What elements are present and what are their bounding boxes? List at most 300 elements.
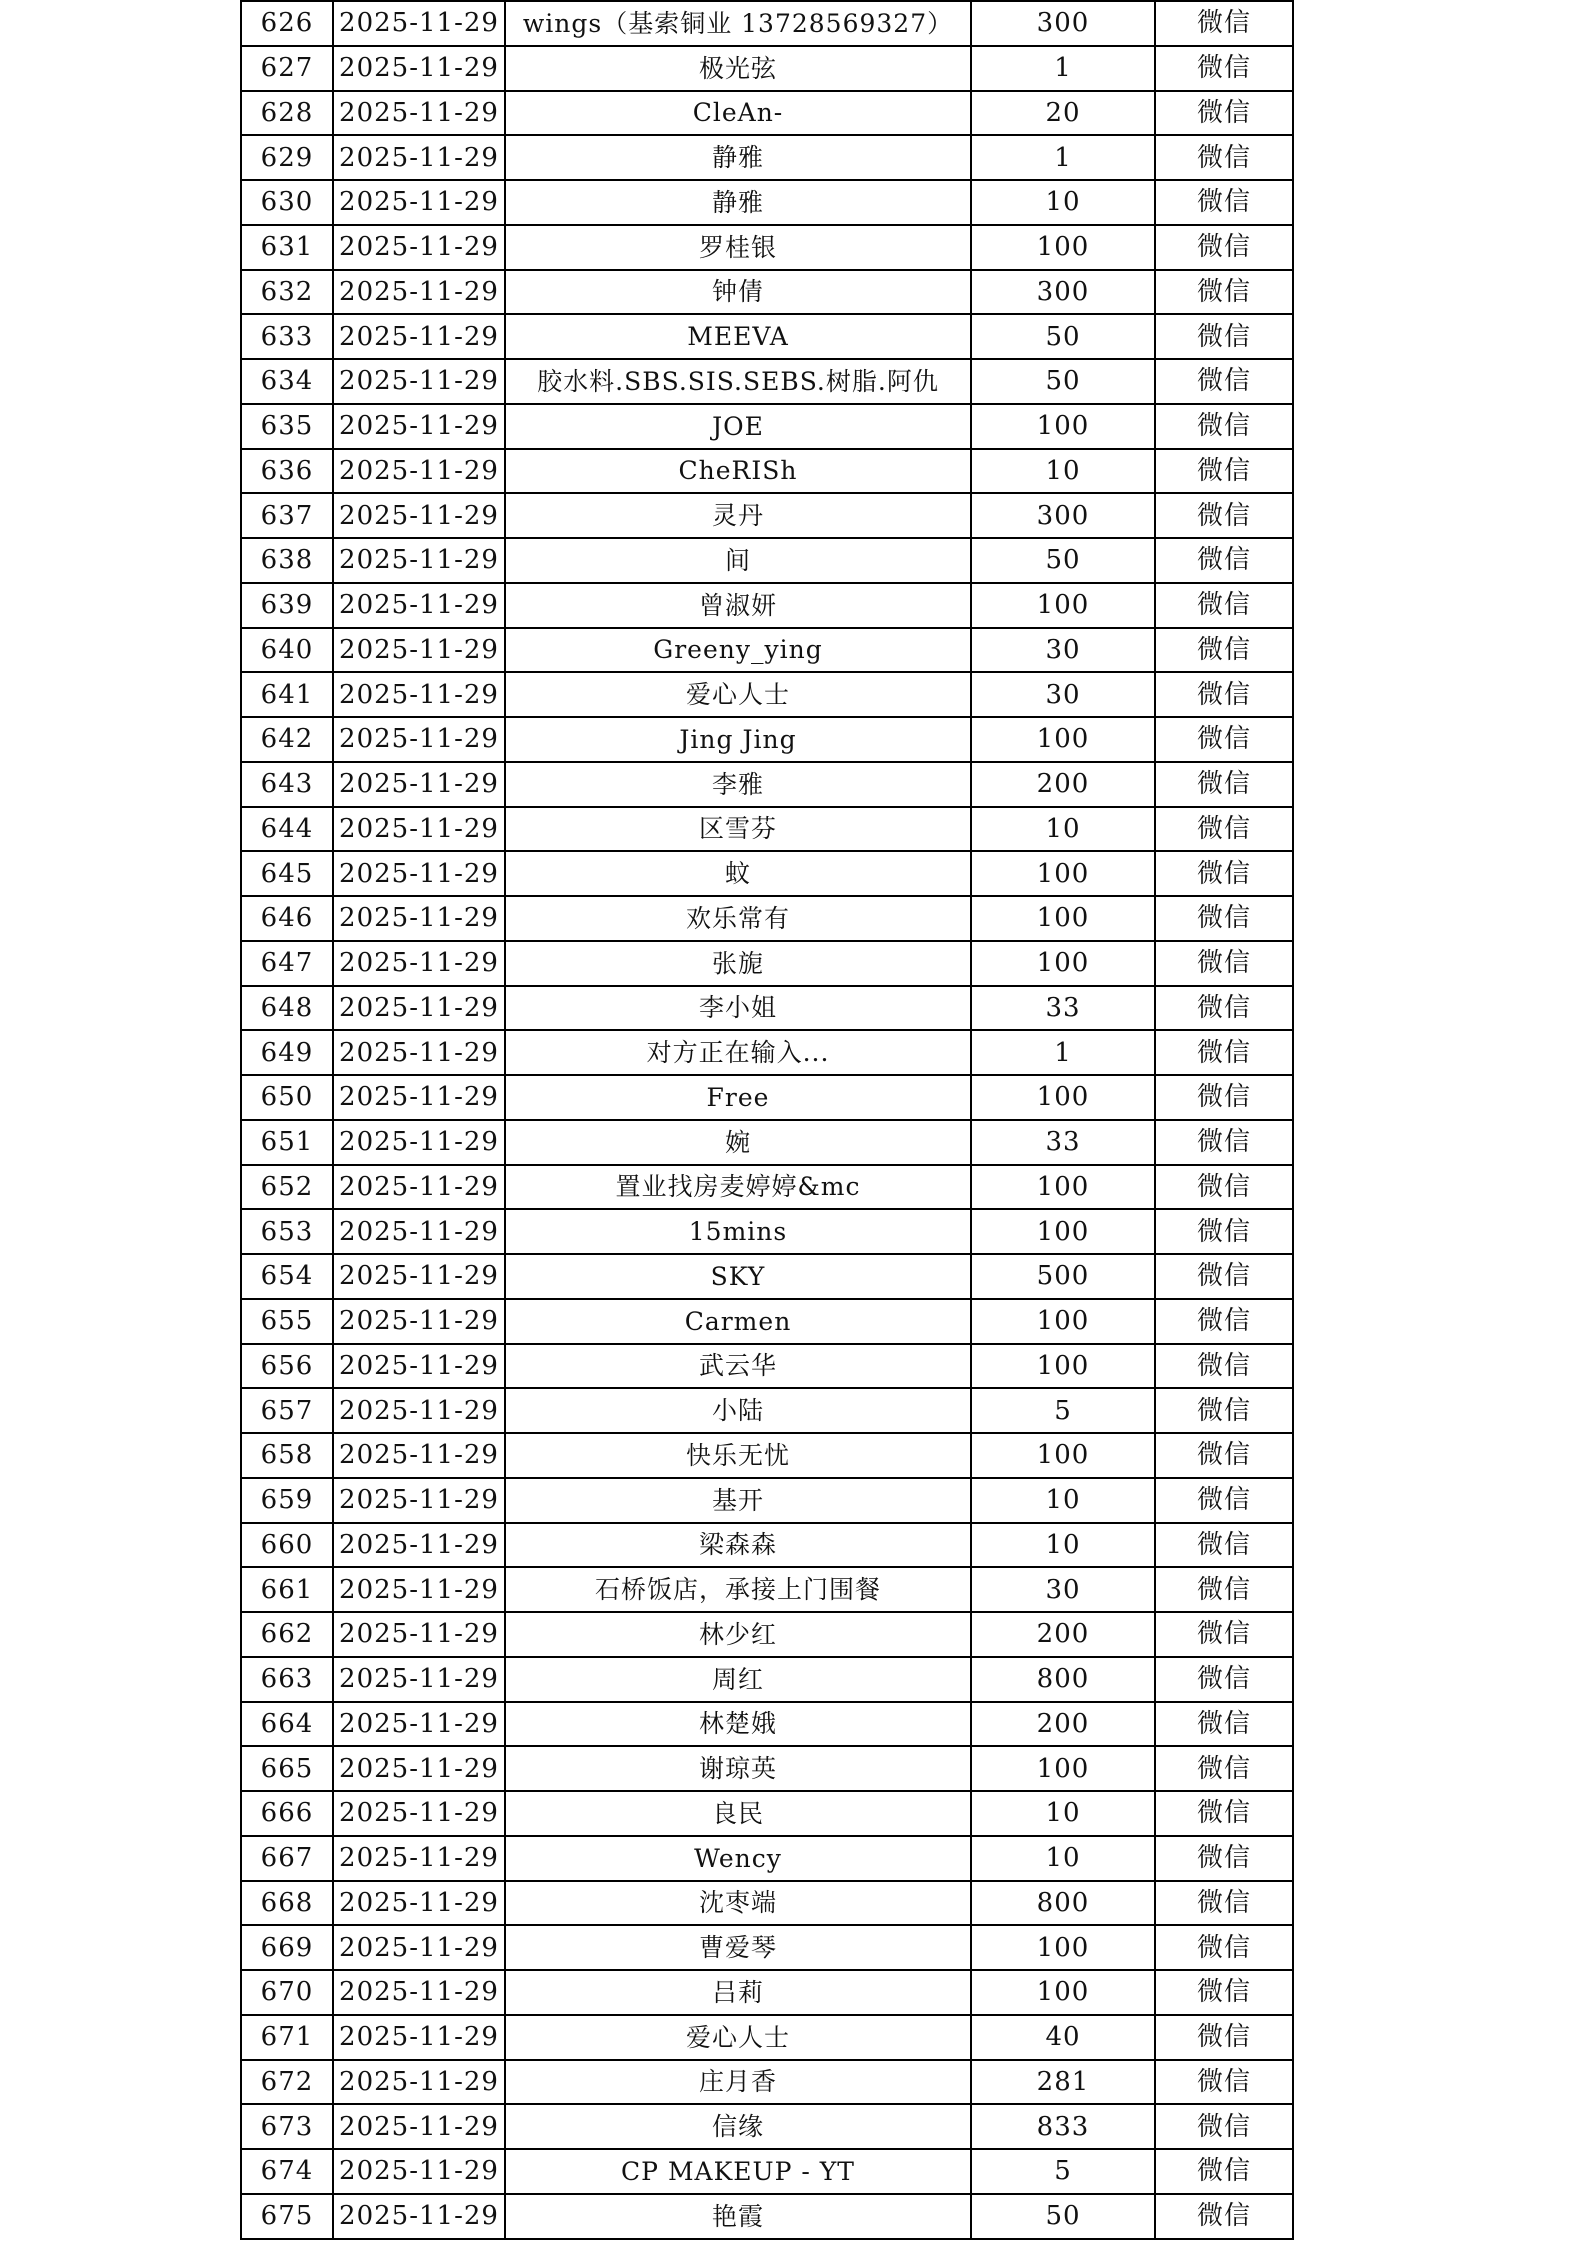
payment-method-cell: 微信 [1155,1567,1293,1612]
entry-number-cell: 650 [241,1075,333,1120]
amount-cell: 200 [971,1612,1155,1657]
amount-cell: 30 [971,672,1155,717]
entry-number-cell: 643 [241,762,333,807]
payment-method-cell: 微信 [1155,270,1293,315]
amount-cell: 100 [971,1299,1155,1344]
entry-date-cell: 2025-11-29 [333,1836,505,1881]
payment-method-cell: 微信 [1155,314,1293,359]
entry-number-cell: 662 [241,1612,333,1657]
entry-date-cell: 2025-11-29 [333,135,505,180]
amount-cell: 10 [971,449,1155,494]
payment-method-cell: 微信 [1155,1075,1293,1120]
payment-method-cell: 微信 [1155,762,1293,807]
entry-number-cell: 646 [241,896,333,941]
amount-cell: 300 [971,493,1155,538]
payment-method-cell: 微信 [1155,1254,1293,1299]
table-row [241,1881,1293,1926]
donor-name-cell: 曹爱琴 [505,1925,971,1970]
table-row [241,1165,1293,1210]
payment-method-cell: 微信 [1155,941,1293,986]
payment-method-cell: 微信 [1155,1791,1293,1836]
table-row [241,1,1293,46]
donor-name-cell: SKY [505,1254,971,1299]
amount-cell: 10 [971,1836,1155,1881]
entry-number-cell: 670 [241,1970,333,2015]
entry-date-cell: 2025-11-29 [333,762,505,807]
donor-name-cell: 静雅 [505,180,971,225]
amount-cell: 30 [971,628,1155,673]
payment-method-cell: 微信 [1155,46,1293,91]
table-row [241,1299,1293,1344]
payment-method-cell: 微信 [1155,493,1293,538]
donor-name-cell: wings（基索铜业 13728569327） [505,1,971,46]
table-row [241,2149,1293,2194]
entry-date-cell: 2025-11-29 [333,1344,505,1389]
donor-name-cell: 李小姐 [505,986,971,1031]
table-row [241,135,1293,180]
payment-method-cell: 微信 [1155,1165,1293,1210]
entry-date-cell: 2025-11-29 [333,2015,505,2060]
table-row [241,851,1293,896]
table-row [241,896,1293,941]
entry-date-cell: 2025-11-29 [333,2060,505,2105]
table-row [241,1612,1293,1657]
entry-number-cell: 641 [241,672,333,717]
entry-number-cell: 659 [241,1478,333,1523]
donor-name-cell: 蚊 [505,851,971,896]
amount-cell: 1 [971,135,1155,180]
table-row [241,314,1293,359]
amount-cell: 30 [971,1567,1155,1612]
entry-date-cell: 2025-11-29 [333,986,505,1031]
table-row [241,1388,1293,1433]
amount-cell: 100 [971,1746,1155,1791]
entry-date-cell: 2025-11-29 [333,896,505,941]
entry-number-cell: 629 [241,135,333,180]
entry-number-cell: 652 [241,1165,333,1210]
amount-cell: 800 [971,1881,1155,1926]
table-row [241,2015,1293,2060]
entry-number-cell: 655 [241,1299,333,1344]
entry-date-cell: 2025-11-29 [333,1,505,46]
amount-cell: 800 [971,1657,1155,1702]
table-row [241,1344,1293,1389]
entry-date-cell: 2025-11-29 [333,1433,505,1478]
payment-method-cell: 微信 [1155,1836,1293,1881]
donor-name-cell: JOE [505,404,971,449]
entry-date-cell: 2025-11-29 [333,180,505,225]
entry-date-cell: 2025-11-29 [333,46,505,91]
entry-number-cell: 649 [241,1030,333,1075]
amount-cell: 100 [971,1433,1155,1478]
amount-cell: 200 [971,1702,1155,1747]
entry-date-cell: 2025-11-29 [333,1791,505,1836]
table-row [241,628,1293,673]
payment-method-cell: 微信 [1155,2060,1293,2105]
entry-number-cell: 642 [241,717,333,762]
donor-name-cell: 快乐无忧 [505,1433,971,1478]
amount-cell: 100 [971,225,1155,270]
entry-date-cell: 2025-11-29 [333,941,505,986]
entry-date-cell: 2025-11-29 [333,1254,505,1299]
table-row [241,2104,1293,2149]
payment-method-cell: 微信 [1155,2149,1293,2194]
table-row [241,46,1293,91]
entry-number-cell: 675 [241,2194,333,2239]
donor-name-cell: MEEVA [505,314,971,359]
donor-name-cell: CheRISh [505,449,971,494]
amount-cell: 5 [971,1388,1155,1433]
table-row [241,1433,1293,1478]
entry-number-cell: 631 [241,225,333,270]
payment-method-cell: 微信 [1155,404,1293,449]
entry-date-cell: 2025-11-29 [333,1567,505,1612]
table-row [241,1746,1293,1791]
payment-method-cell: 微信 [1155,1433,1293,1478]
entry-date-cell: 2025-11-29 [333,225,505,270]
entry-number-cell: 654 [241,1254,333,1299]
entry-number-cell: 628 [241,91,333,136]
table-row [241,538,1293,583]
amount-cell: 833 [971,2104,1155,2149]
amount-cell: 10 [971,807,1155,852]
table-row [241,762,1293,807]
entry-date-cell: 2025-11-29 [333,1075,505,1120]
table-row [241,359,1293,404]
payment-method-cell: 微信 [1155,896,1293,941]
amount-cell: 100 [971,717,1155,762]
payment-method-cell: 微信 [1155,180,1293,225]
entry-date-cell: 2025-11-29 [333,270,505,315]
amount-cell: 100 [971,1970,1155,2015]
entry-date-cell: 2025-11-29 [333,583,505,628]
amount-cell: 50 [971,359,1155,404]
donor-name-cell: 对方正在输入... [505,1030,971,1075]
donor-name-cell: 石桥饭店，承接上门围餐 [505,1567,971,1612]
payment-method-cell: 微信 [1155,1299,1293,1344]
amount-cell: 200 [971,762,1155,807]
amount-cell: 300 [971,1,1155,46]
amount-cell: 50 [971,314,1155,359]
donor-name-cell: 胶水料.SBS.SIS.SEBS.树脂.阿仇 [505,359,971,404]
table-row [241,1657,1293,1702]
donor-name-cell: 信缘 [505,2104,971,2149]
entry-number-cell: 664 [241,1702,333,1747]
entry-date-cell: 2025-11-29 [333,1746,505,1791]
entry-number-cell: 667 [241,1836,333,1881]
amount-cell: 50 [971,2194,1155,2239]
donor-name-cell: 梁森森 [505,1523,971,1568]
entry-date-cell: 2025-11-29 [333,1299,505,1344]
entry-date-cell: 2025-11-29 [333,1970,505,2015]
table-row [241,2194,1293,2239]
amount-cell: 1 [971,46,1155,91]
amount-cell: 1 [971,1030,1155,1075]
entry-date-cell: 2025-11-29 [333,851,505,896]
payment-method-cell: 微信 [1155,2194,1293,2239]
payment-method-cell: 微信 [1155,583,1293,628]
table-row [241,583,1293,628]
payment-method-cell: 微信 [1155,1,1293,46]
donor-name-cell: 爱心人士 [505,672,971,717]
table-row [241,1030,1293,1075]
entry-number-cell: 669 [241,1925,333,1970]
entry-number-cell: 647 [241,941,333,986]
entry-number-cell: 640 [241,628,333,673]
entry-date-cell: 2025-11-29 [333,672,505,717]
table-row [241,1209,1293,1254]
entry-number-cell: 665 [241,1746,333,1791]
table-row [241,91,1293,136]
payment-method-cell: 微信 [1155,1970,1293,2015]
donor-name-cell: 基开 [505,1478,971,1523]
payment-method-cell: 微信 [1155,672,1293,717]
payment-method-cell: 微信 [1155,1657,1293,1702]
donor-name-cell: 武云华 [505,1344,971,1389]
donor-name-cell: Greeny_ying [505,628,971,673]
amount-cell: 100 [971,1925,1155,1970]
table-row [241,1836,1293,1881]
entry-number-cell: 671 [241,2015,333,2060]
table-row [241,1075,1293,1120]
entry-date-cell: 2025-11-29 [333,2149,505,2194]
payment-method-cell: 微信 [1155,91,1293,136]
donation-table [240,0,1294,2240]
amount-cell: 100 [971,1344,1155,1389]
amount-cell: 20 [971,91,1155,136]
entry-number-cell: 653 [241,1209,333,1254]
amount-cell: 10 [971,1523,1155,1568]
donor-name-cell: Jing Jing [505,717,971,762]
table-row [241,986,1293,1031]
payment-method-cell: 微信 [1155,1344,1293,1389]
entry-date-cell: 2025-11-29 [333,1881,505,1926]
entry-number-cell: 658 [241,1433,333,1478]
donor-name-cell: 良民 [505,1791,971,1836]
entry-number-cell: 627 [241,46,333,91]
entry-number-cell: 634 [241,359,333,404]
donor-name-cell: 欢乐常有 [505,896,971,941]
entry-number-cell: 673 [241,2104,333,2149]
payment-method-cell: 微信 [1155,717,1293,762]
entry-date-cell: 2025-11-29 [333,1523,505,1568]
entry-number-cell: 636 [241,449,333,494]
donor-name-cell: Carmen [505,1299,971,1344]
entry-date-cell: 2025-11-29 [333,359,505,404]
amount-cell: 100 [971,1209,1155,1254]
entry-number-cell: 633 [241,314,333,359]
entry-date-cell: 2025-11-29 [333,1388,505,1433]
payment-method-cell: 微信 [1155,1746,1293,1791]
donor-name-cell: 区雪芬 [505,807,971,852]
amount-cell: 50 [971,538,1155,583]
payment-method-cell: 微信 [1155,1030,1293,1075]
donor-name-cell: 静雅 [505,135,971,180]
entry-date-cell: 2025-11-29 [333,1925,505,1970]
amount-cell: 100 [971,404,1155,449]
payment-method-cell: 微信 [1155,449,1293,494]
table-row [241,1702,1293,1747]
entry-date-cell: 2025-11-29 [333,538,505,583]
payment-method-cell: 微信 [1155,1388,1293,1433]
table-row [241,672,1293,717]
payment-method-cell: 微信 [1155,135,1293,180]
payment-method-cell: 微信 [1155,986,1293,1031]
entry-date-cell: 2025-11-29 [333,91,505,136]
amount-cell: 100 [971,1075,1155,1120]
payment-method-cell: 微信 [1155,1881,1293,1926]
donor-name-cell: 曾淑妍 [505,583,971,628]
payment-method-cell: 微信 [1155,359,1293,404]
entry-date-cell: 2025-11-29 [333,807,505,852]
table-row [241,1925,1293,1970]
donor-name-cell: 极光弦 [505,46,971,91]
entry-date-cell: 2025-11-29 [333,1478,505,1523]
entry-date-cell: 2025-11-29 [333,1120,505,1165]
amount-cell: 100 [971,941,1155,986]
entry-date-cell: 2025-11-29 [333,2194,505,2239]
entry-date-cell: 2025-11-29 [333,1657,505,1702]
payment-method-cell: 微信 [1155,1209,1293,1254]
table-row [241,1791,1293,1836]
donor-name-cell: 小陆 [505,1388,971,1433]
entry-number-cell: 668 [241,1881,333,1926]
table-row [241,180,1293,225]
entry-date-cell: 2025-11-29 [333,404,505,449]
donor-name-cell: 灵丹 [505,493,971,538]
entry-date-cell: 2025-11-29 [333,1702,505,1747]
payment-method-cell: 微信 [1155,1523,1293,1568]
donor-name-cell: 庄月香 [505,2060,971,2105]
payment-method-cell: 微信 [1155,1702,1293,1747]
table-row [241,717,1293,762]
payment-method-cell: 微信 [1155,628,1293,673]
table-row [241,493,1293,538]
table-row [241,1970,1293,2015]
donor-name-cell: 李雅 [505,762,971,807]
entry-number-cell: 626 [241,1,333,46]
amount-cell: 500 [971,1254,1155,1299]
donor-name-cell: 张旎 [505,941,971,986]
donation-rows [241,1,1293,2239]
donor-name-cell: 吕莉 [505,1970,971,2015]
table-row [241,270,1293,315]
amount-cell: 40 [971,2015,1155,2060]
donor-name-cell: 谢琼英 [505,1746,971,1791]
payment-method-cell: 微信 [1155,807,1293,852]
entry-number-cell: 638 [241,538,333,583]
entry-number-cell: 672 [241,2060,333,2105]
table-row [241,449,1293,494]
entry-number-cell: 645 [241,851,333,896]
amount-cell: 300 [971,270,1155,315]
donor-name-cell: 置业找房麦婷婷&mc [505,1165,971,1210]
donor-name-cell: CP MAKEUP - YT [505,2149,971,2194]
entry-number-cell: 644 [241,807,333,852]
entry-number-cell: 660 [241,1523,333,1568]
table-row [241,1254,1293,1299]
entry-number-cell: 630 [241,180,333,225]
donor-name-cell: 罗桂银 [505,225,971,270]
entry-number-cell: 663 [241,1657,333,1702]
entry-number-cell: 648 [241,986,333,1031]
donor-name-cell: CleAn- [505,91,971,136]
entry-number-cell: 657 [241,1388,333,1433]
donor-name-cell: 15mins [505,1209,971,1254]
amount-cell: 10 [971,1791,1155,1836]
donor-name-cell: 艳霞 [505,2194,971,2239]
donor-name-cell: 钟倩 [505,270,971,315]
amount-cell: 100 [971,851,1155,896]
amount-cell: 10 [971,1478,1155,1523]
table-row [241,1478,1293,1523]
entry-number-cell: 635 [241,404,333,449]
entry-date-cell: 2025-11-29 [333,1612,505,1657]
table-row [241,1567,1293,1612]
payment-method-cell: 微信 [1155,538,1293,583]
entry-date-cell: 2025-11-29 [333,1030,505,1075]
entry-number-cell: 651 [241,1120,333,1165]
amount-cell: 281 [971,2060,1155,2105]
payment-method-cell: 微信 [1155,851,1293,896]
amount-cell: 10 [971,180,1155,225]
entry-number-cell: 632 [241,270,333,315]
table-row [241,2060,1293,2105]
donor-name-cell: Wency [505,1836,971,1881]
donor-name-cell: 周红 [505,1657,971,1702]
payment-method-cell: 微信 [1155,1478,1293,1523]
entry-date-cell: 2025-11-29 [333,1209,505,1254]
entry-date-cell: 2025-11-29 [333,2104,505,2149]
entry-date-cell: 2025-11-29 [333,717,505,762]
table-row [241,1120,1293,1165]
amount-cell: 5 [971,2149,1155,2194]
amount-cell: 100 [971,1165,1155,1210]
payment-method-cell: 微信 [1155,1925,1293,1970]
amount-cell: 100 [971,896,1155,941]
entry-date-cell: 2025-11-29 [333,628,505,673]
table-row [241,941,1293,986]
table-row [241,225,1293,270]
entry-date-cell: 2025-11-29 [333,314,505,359]
payment-method-cell: 微信 [1155,2015,1293,2060]
table-row [241,807,1293,852]
donor-name-cell: Free [505,1075,971,1120]
donor-name-cell: 婉 [505,1120,971,1165]
entry-number-cell: 639 [241,583,333,628]
table-row [241,404,1293,449]
donor-name-cell: 林少红 [505,1612,971,1657]
entry-number-cell: 666 [241,1791,333,1836]
amount-cell: 33 [971,1120,1155,1165]
donor-name-cell: 林楚娥 [505,1702,971,1747]
entry-date-cell: 2025-11-29 [333,449,505,494]
amount-cell: 33 [971,986,1155,1031]
donor-name-cell: 沈枣端 [505,1881,971,1926]
payment-method-cell: 微信 [1155,225,1293,270]
entry-number-cell: 637 [241,493,333,538]
entry-date-cell: 2025-11-29 [333,493,505,538]
donor-name-cell: 间 [505,538,971,583]
entry-number-cell: 674 [241,2149,333,2194]
entry-number-cell: 656 [241,1344,333,1389]
entry-number-cell: 661 [241,1567,333,1612]
amount-cell: 100 [971,583,1155,628]
donor-name-cell: 爱心人士 [505,2015,971,2060]
payment-method-cell: 微信 [1155,2104,1293,2149]
payment-method-cell: 微信 [1155,1612,1293,1657]
entry-date-cell: 2025-11-29 [333,1165,505,1210]
